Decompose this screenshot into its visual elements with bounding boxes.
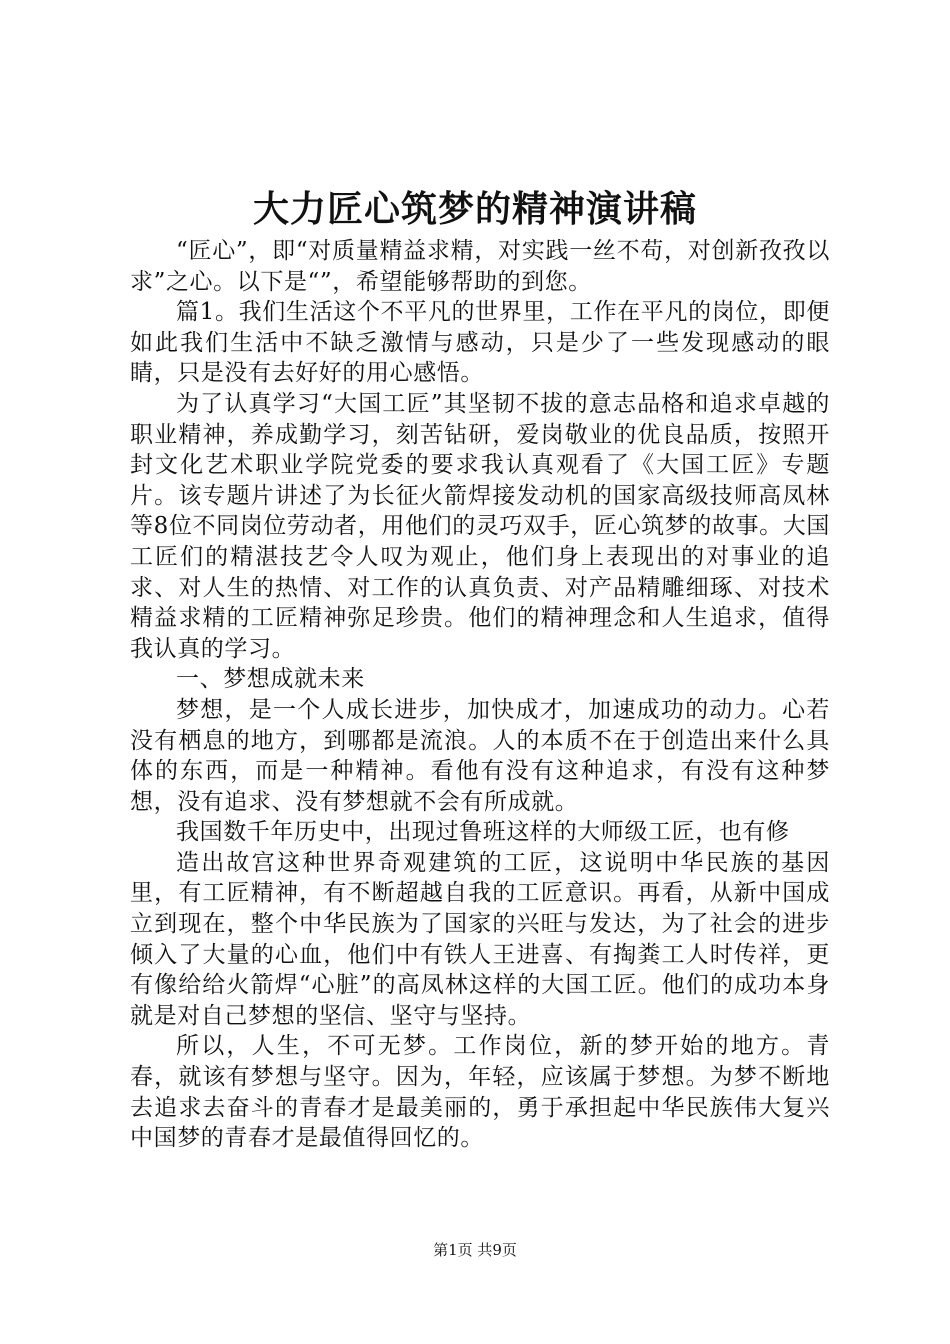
paragraph-history: 我国数千年历史中，出现过鲁班这样的大师级工匠，也有修 — [176, 819, 790, 846]
document-body — [130, 236, 830, 1154]
page-number-footer: 第1页 共9页 — [433, 1241, 517, 1259]
document-title: 大力匠心筑梦的精神演讲稿 — [252, 188, 697, 230]
paragraph-part-1: 篇1。我们生活这个不平凡的世界里，工作在平凡的岗位，即便如此我们生活中不缺乏激情与感动，只是少了一些发现感动的眼睛，只是没有去好好的用心感悟。 — [130, 299, 830, 387]
paragraph-intro: “匠心”，即“对质量精益求精，对实践一丝不苟，对创新孜孜以求”之心。以下是“”，希望能够帮助的到您。 — [130, 238, 830, 295]
section-heading-dream: 一、梦想成就未来 — [176, 666, 365, 693]
paragraph-craftsmen: 造出故宫这种世界奇观建筑的工匠，这说明中华民族的基因里，有工匠精神，有不断超越自我的工匠意识。再看，从新中国成立到现在，整个中华民族为了国家的兴旺与发达，为了社会的进步倾入了大量的心血，他们中有铁人王进喜、有掏粪工人时传祥，更有像给给火箭焊“心脏”的高凤林这样的大国工匠。他们的成功本身就是对自己梦想的坚信、坚守与坚持。 — [130, 849, 830, 1029]
paragraph-viewing: 为了认真学习“大国工匠”其坚韧不拔的意志品格和追求卓越的职业精神，养成勤学习，刻苦钻研，爱岗敬业的优良品质，按照开封文化艺术职业学院党委的要求我认真观看了《大国工匠》专题片。该专题片讲述了为长征火箭焊接发动机的国家高级技师高凤林等8位不同岗位劳动者，用他们的灵巧双手，匠心筑梦的故事。大国工匠们的精湛技艺令人叹为观止，他们身上表现出的对事业的追求、对人生的热情、对工作的认真负责、对产品精雕细琢、对技术精益求精的工匠精神弥足珍贵。他们的精神理念和人生追求，值得我认真的学习。 — [130, 390, 830, 662]
paragraph-conclusion: 所以，人生，不可无梦。工作岗位，新的梦开始的地方。青春，就该有梦想与坚守。因为，年轻，应该属于梦想。为梦不断地去追求去奋斗的青春才是最美丽的，勇于承担起中华民族伟大复兴中国梦的青春才是最值得回忆的。 — [130, 1033, 830, 1152]
paragraph-dream: 梦想，是一个人成长进步，加快成才，加速成功的动力。心若没有栖息的地方，到哪都是流浪。人的本质不在于创造出来什么具体的东西，而是一种精神。看他有没有这种追求，有没有这种梦想，没有追求、没有梦想就不会有所成就。 — [130, 696, 830, 815]
